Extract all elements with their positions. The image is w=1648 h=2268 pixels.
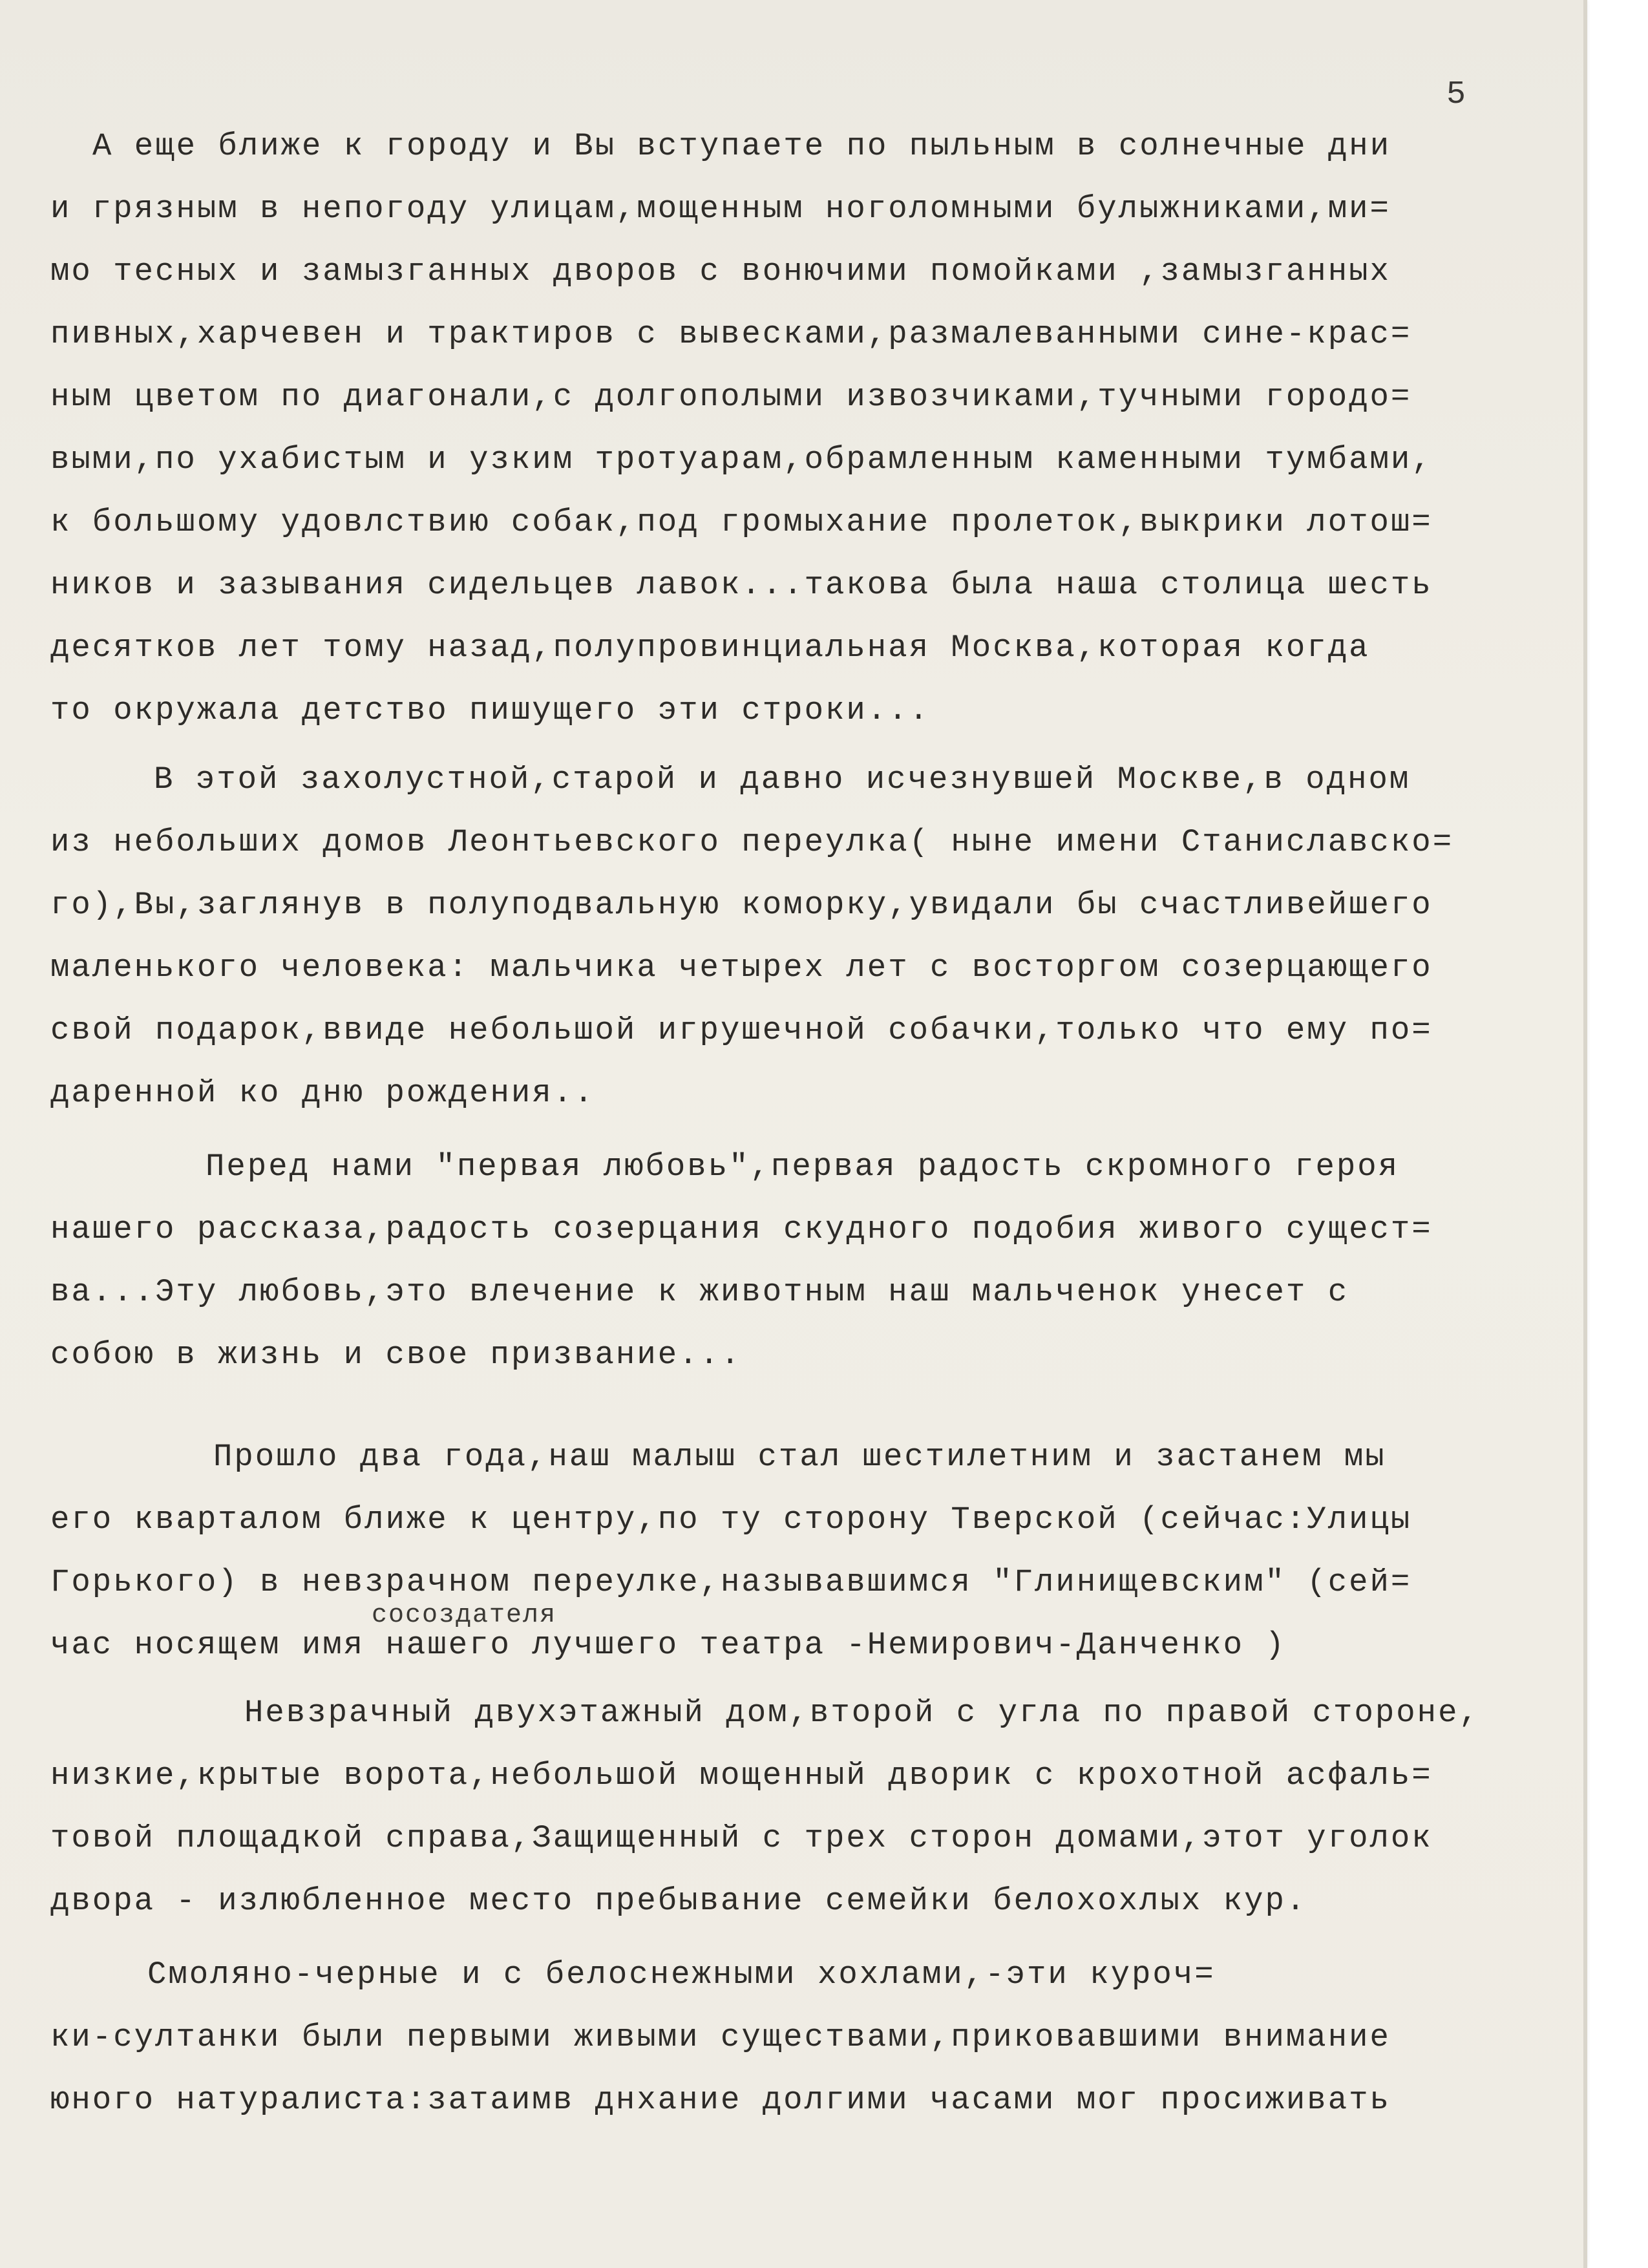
text-line: час носящем имя нашего лучшего театра -Немирович-Данченко ) [50, 1627, 1286, 1663]
text-line: Смоляно-черные и с белоснежными хохлами,-эти куроч= [147, 1956, 1216, 1993]
text-line: то окружала детство пишущего эти строки... [50, 692, 931, 728]
text-line: его кварталом ближе к центру,по ту сторону Тверской (сейчас:Улицы [50, 1501, 1412, 1538]
text-line: и грязным в непогоду улицам,мощенным ноголомными булыжниками,ми= [50, 191, 1391, 227]
text-line: даренной ко дню рождения.. [50, 1075, 595, 1111]
text-line: собою в жизнь и свое призвание... [50, 1337, 742, 1373]
text-line: ки-султанки были первыми живыми существами,приковавшими внимание [50, 2019, 1391, 2055]
text-line: юного натуралиста:затаимв днхание долгими часами мог просиживать [50, 2082, 1391, 2118]
text-line: Горького) в невзрачном переулке,называвшимся "Глинищевским" (сей= [50, 1564, 1412, 1600]
text-line: товой площадкой справа,Защищенный с трех сторон домами,этот уголок [50, 1820, 1433, 1856]
page-number: 5 [1446, 76, 1466, 113]
text-line: свой подарок,ввиде небольшой игрушечной собачки,только что ему по= [50, 1012, 1433, 1048]
sheet-edge [1583, 0, 1587, 2268]
text-line: двора - излюбленное место пребывание семейки белохохлых кур. [50, 1883, 1307, 1919]
text-line: ным цветом по диагонали,с долгополыми извозчиками,тучными городо= [50, 379, 1412, 415]
text-line: к большому удовлствию собак,под громыхание пролеток,выкрики лотош= [50, 504, 1433, 540]
text-line: мо тесных и замызганных дворов с вонючими помойками ,замызганных [50, 253, 1391, 290]
text-line: низкие,крытые ворота,небольшой мощенный дворик с крохотной асфаль= [50, 1757, 1433, 1794]
text-line: из небольших домов Леонтьевского переулка( ныне имени Станиславско= [50, 824, 1454, 860]
text-line: Перед нами "первая любовь",первая радость скромного героя [206, 1149, 1400, 1185]
text-line: го),Вы,заглянув в полуподвальную коморку,увидали бы счастливейшего [50, 887, 1433, 923]
text-line: десятков лет тому назад,полупровинциальная Москва,которая когда [50, 630, 1370, 666]
text-line: ников и зазывания сидельцев лавок...такова была наша столица шесть [50, 567, 1433, 603]
text-line: Невзрачный двухэтажный дом,второй с угла по правой стороне, [244, 1695, 1480, 1731]
text-line: пивных,харчевен и трактиров с вывесками,размалеванными сине-крас= [50, 316, 1412, 352]
text-line: маленького человека: мальчика четырех лет с восторгом созерцающего [50, 949, 1433, 986]
text-line: Прошло два года,наш малыш стал шестилетним и застанем мы [213, 1439, 1386, 1475]
text-line: нашего рассказа,радость созерцания скудного подобия живого сущест= [50, 1211, 1433, 1247]
text-line: А еще ближе к городу и Вы вступаете по пыльным в солнечные дни [92, 128, 1391, 164]
typed-insertion: сосоздателя [372, 1601, 557, 1630]
text-line: выми,по ухабистым и узким тротуарам,обрамленным каменными тумбами, [50, 441, 1433, 478]
text-line: ва...Эту любовь,это влечение к животным наш мальченок унесет с [50, 1274, 1349, 1310]
text-line: В этой захолустной,старой и давно исчезнувшей Москве,в одном [154, 761, 1411, 798]
